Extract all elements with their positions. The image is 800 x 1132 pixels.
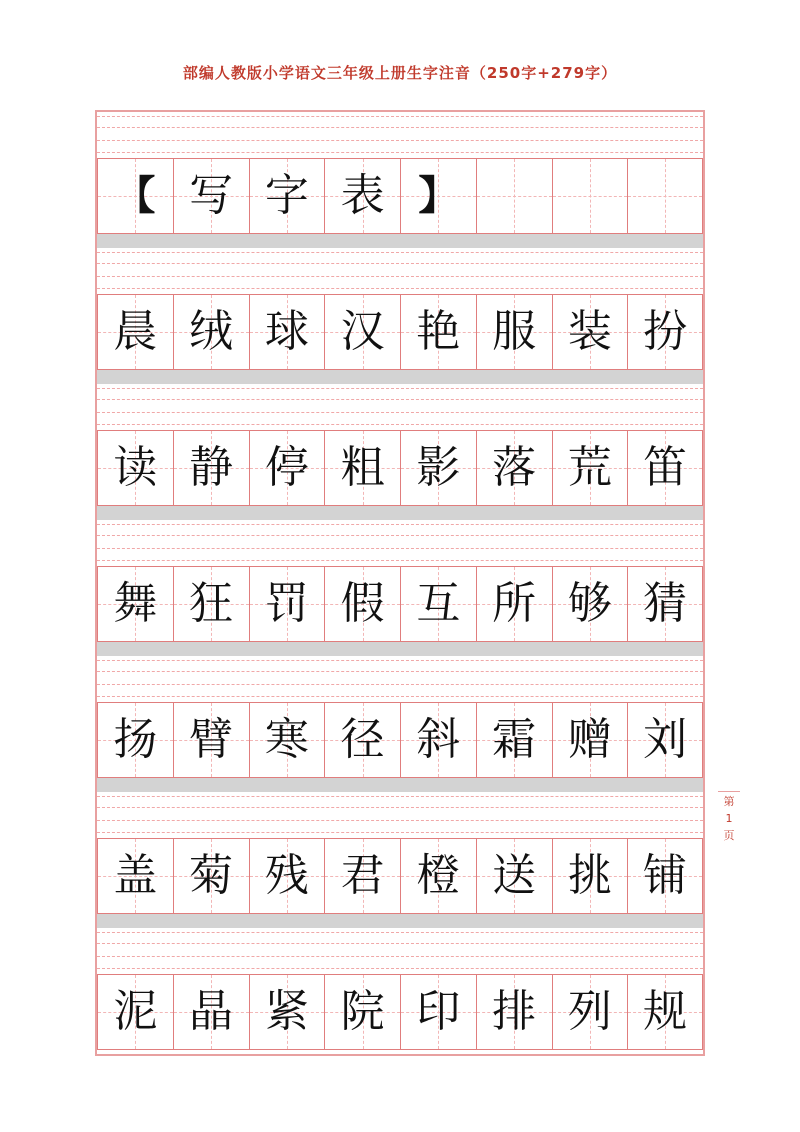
tian-grid-cell bbox=[476, 294, 552, 370]
page-number-rule bbox=[718, 791, 740, 792]
row-separator-band bbox=[97, 506, 703, 520]
pinyin-line bbox=[97, 288, 703, 289]
section-title-row bbox=[97, 112, 703, 248]
writing-grid-sheet bbox=[95, 110, 705, 1056]
tian-grid-cell bbox=[324, 294, 400, 370]
tian-grid-cell bbox=[173, 838, 249, 914]
character: 橙 bbox=[416, 850, 461, 901]
pinyin-line bbox=[97, 535, 703, 536]
character-row bbox=[97, 792, 703, 928]
pinyin-line bbox=[97, 807, 703, 808]
character: 赠 bbox=[567, 714, 612, 765]
pinyin-guide-lines bbox=[97, 656, 703, 702]
pinyin-line bbox=[97, 263, 703, 264]
character: 】 bbox=[418, 172, 459, 219]
tian-grid-cell bbox=[97, 566, 173, 642]
character: 落 bbox=[492, 442, 537, 493]
tian-grid-cells bbox=[97, 838, 703, 914]
character: 残 bbox=[264, 850, 309, 901]
page-number-value: 1 bbox=[725, 812, 733, 825]
tian-grid-cell bbox=[249, 294, 325, 370]
tian-grid-cells bbox=[97, 294, 703, 370]
character: 粗 bbox=[340, 442, 385, 493]
character: 泥 bbox=[113, 986, 158, 1037]
character: 字 bbox=[264, 170, 309, 221]
pinyin-line bbox=[97, 956, 703, 957]
tian-grid-cell bbox=[324, 430, 400, 506]
character bbox=[628, 159, 702, 233]
tian-grid-cell bbox=[249, 566, 325, 642]
character: 舞 bbox=[113, 578, 158, 629]
character: 装 bbox=[567, 306, 612, 357]
tian-grid-cell bbox=[400, 294, 476, 370]
pinyin-guide-lines bbox=[97, 792, 703, 838]
character: 盖 bbox=[113, 850, 158, 901]
character: 服 bbox=[492, 306, 537, 357]
tian-grid-cell bbox=[249, 702, 325, 778]
tian-grid-cell bbox=[552, 566, 628, 642]
tian-grid-cells bbox=[97, 566, 703, 642]
page-title: 部编人教版小学语文三年级上册生字注音（250字+279字） bbox=[182, 64, 618, 82]
tian-grid-cell bbox=[97, 838, 173, 914]
pinyin-line bbox=[97, 932, 703, 933]
character-row bbox=[97, 928, 703, 1064]
tian-grid-cell bbox=[324, 566, 400, 642]
tian-grid-cell bbox=[627, 566, 703, 642]
character: 读 bbox=[113, 442, 158, 493]
tian-grid-cell bbox=[627, 702, 703, 778]
tian-grid-cell bbox=[97, 158, 173, 234]
pinyin-guide-lines bbox=[97, 928, 703, 974]
tian-grid-cells bbox=[97, 158, 703, 234]
character: 霜 bbox=[492, 714, 537, 765]
tian-grid-cell bbox=[476, 702, 552, 778]
character: 球 bbox=[264, 306, 309, 357]
tian-grid-cell bbox=[97, 702, 173, 778]
pinyin-line bbox=[97, 127, 703, 128]
pinyin-line bbox=[97, 252, 703, 253]
character: 紧 bbox=[264, 986, 309, 1037]
character: 静 bbox=[189, 442, 234, 493]
character: 挑 bbox=[567, 850, 612, 901]
tian-grid-cells bbox=[97, 974, 703, 1050]
character: 艳 bbox=[416, 306, 461, 357]
tian-grid-cells bbox=[97, 430, 703, 506]
tian-grid-cell bbox=[173, 294, 249, 370]
pinyin-guide-lines bbox=[97, 112, 703, 158]
pinyin-line bbox=[97, 832, 703, 833]
character: 斜 bbox=[416, 714, 461, 765]
row-separator-band bbox=[97, 370, 703, 384]
pinyin-line bbox=[97, 276, 703, 277]
row-separator-band bbox=[97, 642, 703, 656]
tian-grid-cell bbox=[476, 158, 552, 234]
page-number bbox=[718, 793, 740, 844]
character: 假 bbox=[340, 578, 385, 629]
character: 绒 bbox=[189, 306, 234, 357]
character: 印 bbox=[416, 986, 461, 1037]
pinyin-line bbox=[97, 412, 703, 413]
character: 规 bbox=[643, 986, 688, 1037]
tian-grid-cell bbox=[173, 566, 249, 642]
tian-grid-cell bbox=[552, 430, 628, 506]
character: 晶 bbox=[189, 986, 234, 1037]
tian-grid-cell bbox=[249, 430, 325, 506]
tian-grid-cell bbox=[324, 838, 400, 914]
tian-grid-cell bbox=[400, 158, 476, 234]
tian-grid-cell bbox=[173, 158, 249, 234]
tian-grid-cell bbox=[476, 974, 552, 1050]
tian-grid-cell bbox=[400, 838, 476, 914]
character: 停 bbox=[264, 442, 309, 493]
tian-grid-cell bbox=[552, 158, 628, 234]
character bbox=[553, 159, 628, 233]
row-separator-band bbox=[97, 234, 703, 248]
tian-grid-cell bbox=[324, 158, 400, 234]
character: 送 bbox=[492, 850, 537, 901]
tian-grid-cell bbox=[97, 294, 173, 370]
pinyin-line bbox=[97, 140, 703, 141]
pinyin-line bbox=[97, 684, 703, 685]
character: 臂 bbox=[189, 714, 234, 765]
character bbox=[477, 159, 552, 233]
character: 院 bbox=[340, 986, 385, 1037]
tian-grid-cell bbox=[173, 430, 249, 506]
character: 表 bbox=[340, 170, 385, 221]
character: 所 bbox=[492, 578, 537, 629]
character: 菊 bbox=[189, 850, 234, 901]
character-row bbox=[97, 384, 703, 520]
character: 笛 bbox=[643, 442, 688, 493]
pinyin-line bbox=[97, 660, 703, 661]
tian-grid-cell bbox=[627, 294, 703, 370]
pinyin-line bbox=[97, 152, 703, 153]
pinyin-line bbox=[97, 548, 703, 549]
character: 扮 bbox=[643, 306, 688, 357]
tian-grid-cell bbox=[552, 974, 628, 1050]
pinyin-line bbox=[97, 524, 703, 525]
character: 写 bbox=[189, 170, 234, 221]
pinyin-line bbox=[97, 943, 703, 944]
character: 刘 bbox=[643, 714, 688, 765]
character: 铺 bbox=[643, 850, 688, 901]
tian-grid-cell bbox=[249, 158, 325, 234]
tian-grid-cell bbox=[476, 566, 552, 642]
character-row bbox=[97, 520, 703, 656]
tian-grid-cell bbox=[476, 430, 552, 506]
tian-grid-cell bbox=[324, 974, 400, 1050]
tian-grid-cell bbox=[400, 974, 476, 1050]
character: 径 bbox=[340, 714, 385, 765]
character: 互 bbox=[416, 578, 461, 629]
character: 【 bbox=[115, 172, 156, 219]
tian-grid-cells bbox=[97, 702, 703, 778]
tian-grid-cell bbox=[324, 702, 400, 778]
pinyin-guide-lines bbox=[97, 520, 703, 566]
character: 猜 bbox=[643, 578, 688, 629]
tian-grid-cell bbox=[173, 974, 249, 1050]
character: 寒 bbox=[264, 714, 309, 765]
tian-grid-cell bbox=[97, 430, 173, 506]
pinyin-guide-lines bbox=[97, 384, 703, 430]
page-number-label-bottom: 页 bbox=[723, 829, 735, 842]
character: 君 bbox=[340, 850, 385, 901]
row-separator-band bbox=[97, 914, 703, 928]
tian-grid-cell bbox=[552, 294, 628, 370]
pinyin-line bbox=[97, 696, 703, 697]
tian-grid-cell bbox=[173, 702, 249, 778]
tian-grid-cell bbox=[400, 566, 476, 642]
character: 扬 bbox=[113, 714, 158, 765]
tian-grid-cell bbox=[627, 430, 703, 506]
pinyin-line bbox=[97, 820, 703, 821]
character: 汉 bbox=[340, 306, 385, 357]
pinyin-guide-lines bbox=[97, 248, 703, 294]
character: 荒 bbox=[567, 442, 612, 493]
tian-grid-cell bbox=[249, 974, 325, 1050]
pinyin-line bbox=[97, 399, 703, 400]
tian-grid-cell bbox=[627, 974, 703, 1050]
pinyin-line bbox=[97, 560, 703, 561]
character-row bbox=[97, 248, 703, 384]
tian-grid-cell bbox=[476, 838, 552, 914]
tian-grid-cell bbox=[400, 702, 476, 778]
page-number-label-top: 第 bbox=[723, 795, 735, 808]
tian-grid-cell bbox=[249, 838, 325, 914]
pinyin-line bbox=[97, 796, 703, 797]
character: 排 bbox=[492, 986, 537, 1037]
character-row bbox=[97, 656, 703, 792]
pinyin-line bbox=[97, 968, 703, 969]
tian-grid-cell bbox=[552, 838, 628, 914]
pinyin-line bbox=[97, 116, 703, 117]
pinyin-line bbox=[97, 671, 703, 672]
tian-grid-cell bbox=[400, 430, 476, 506]
pinyin-line bbox=[97, 424, 703, 425]
character: 影 bbox=[416, 442, 461, 493]
character: 罚 bbox=[264, 578, 309, 629]
tian-grid-cell bbox=[552, 702, 628, 778]
row-separator-band bbox=[97, 778, 703, 792]
tian-grid-cell bbox=[97, 974, 173, 1050]
pinyin-line bbox=[97, 388, 703, 389]
tian-grid-cell bbox=[627, 158, 703, 234]
character: 狂 bbox=[189, 578, 234, 629]
character: 晨 bbox=[113, 306, 158, 357]
character: 列 bbox=[567, 986, 612, 1037]
tian-grid-cell bbox=[627, 838, 703, 914]
character: 够 bbox=[567, 578, 612, 629]
